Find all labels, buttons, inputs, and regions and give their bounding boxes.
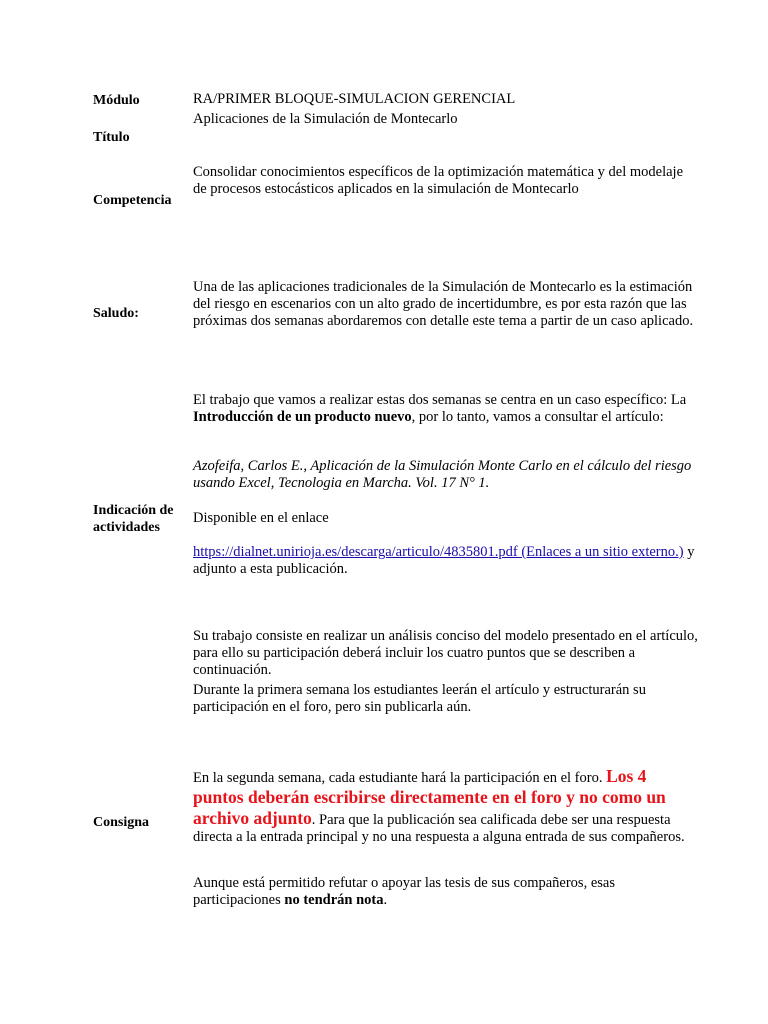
- disponible-text: Disponible en el enlace: [193, 510, 329, 526]
- aunque-paragraph: [193, 875, 698, 909]
- label-indicacion-line2: actividades: [93, 520, 160, 535]
- label-titulo: Título: [93, 130, 130, 145]
- saludo-text: Una de las aplicaciones tradicionales de la Simulación de Montecarlo es la estimación del riesgo en escenarios con un alto grado de incertidumbre, es por esta razón que las próximas dos semanas abordaremos con detalle este tema a partir de un caso aplicado.: [193, 279, 694, 329]
- segunda-red-highlight: Los 4 puntos deberán escribirse directamente en el foro y no como un archivo adjunto: [193, 766, 666, 828]
- label-modulo: Módulo: [93, 93, 140, 108]
- aunque-before: Aunque está permitido refutar o apoyar las tesis de sus compañeros, esas participaciones: [193, 875, 615, 908]
- competencia-text: Consolidar conocimientos específicos de la optimización matemática y del modelaje de procesos estocásticos aplicados en la simulación de Montecarlo: [193, 164, 684, 197]
- label-saludo: Saludo:: [93, 306, 139, 321]
- label-competencia: Competencia: [93, 193, 172, 208]
- aunque-after: .: [383, 892, 388, 908]
- trabajo-bold: Introducción de un producto nuevo: [193, 409, 412, 425]
- aunque-bold: no tendrán nota: [284, 892, 384, 908]
- analisis-text: Su trabajo consiste en realizar un análisis conciso del modelo presentado en el artículo, para ello su participación deberá incluir los cuatro puntos que se describen a continuación.: [193, 628, 698, 678]
- titulo-value: Aplicaciones de la Simulación de Montecarlo: [193, 111, 458, 127]
- segunda-before: En la segunda semana, cada estudiante hará la participación en el foro.: [193, 770, 607, 786]
- link-paragraph: [193, 544, 698, 578]
- segunda-after: . Para que la publicación sea calificada debe ser una respuesta directa a la entrada principal y no una respuesta a alguna entrada de sus compañeros.: [193, 812, 685, 845]
- label-indicacion: [93, 502, 188, 536]
- trabajo-before: El trabajo que vamos a realizar estas dos semanas se centra en un caso específico: La: [193, 392, 687, 408]
- trabajo-after: , por lo tanto, vamos a consultar el artículo:: [411, 409, 664, 425]
- article-link[interactable]: https://dialnet.unirioja.es/descarga/articulo/4835801.pdf (Enlaces a un sitio externo.): [193, 544, 684, 560]
- trabajo-paragraph: [193, 392, 698, 426]
- citation-text: Azofeifa, Carlos E., Aplicación de la Simulación Monte Carlo en el cálculo del riesgo usando Excel, Tecnologia en Marcha. Vol. 17 N° 1.: [193, 458, 692, 491]
- segunda-semana-paragraph: [193, 766, 698, 846]
- label-indicacion-line1: Indicación de: [93, 503, 174, 518]
- modulo-value: RA/PRIMER BLOQUE-SIMULACION GERENCIAL: [193, 91, 516, 107]
- link-after: y adjunto a esta publicación.: [193, 544, 695, 577]
- label-consigna: Consigna: [93, 815, 150, 830]
- primera-semana-text: Durante la primera semana los estudiantes leerán el artículo y estructurarán su participación en el foro, pero sin publicarla aún.: [193, 682, 646, 715]
